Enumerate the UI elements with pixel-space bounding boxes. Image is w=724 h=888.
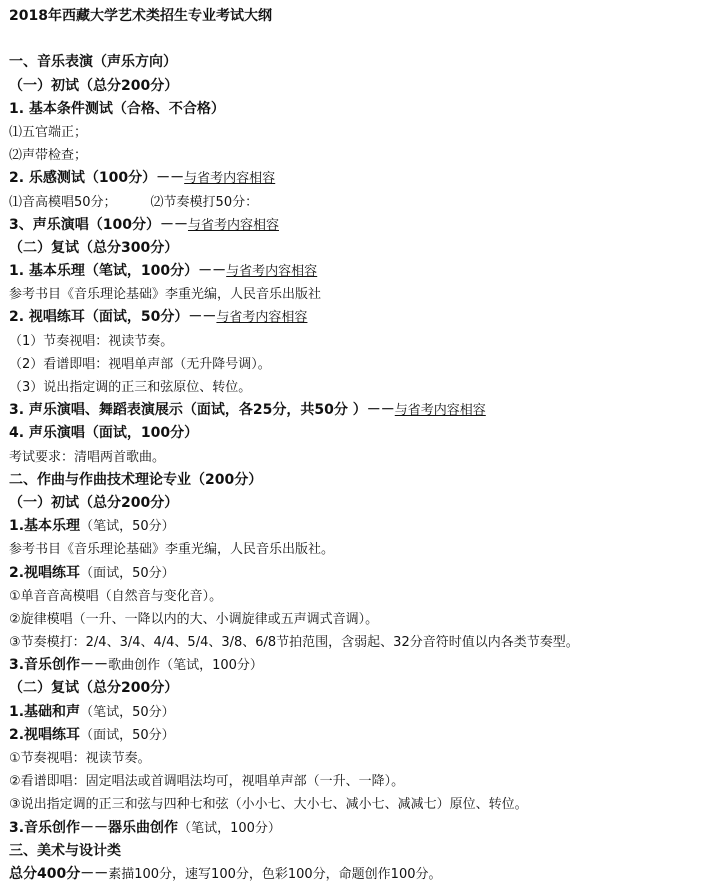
heading-text: （一）初试（总分200分）	[9, 77, 179, 94]
document-line	[9, 863, 724, 886]
document-line	[9, 353, 724, 376]
body-text: （3）说出指定调的正三和弦原位、转位。	[9, 380, 252, 395]
body-text: ⑵声带检查；	[9, 148, 88, 164]
note-underlined: 与省考内容相容	[187, 217, 279, 233]
body-text: （面试，50分）	[80, 727, 175, 743]
document-line	[9, 747, 724, 770]
heading-text: 4. 声乐演唱（面试，100分）	[9, 425, 199, 442]
document-line	[9, 260, 724, 283]
document-line	[9, 306, 724, 329]
document-line	[9, 167, 724, 190]
document-line	[9, 121, 724, 144]
document-line	[9, 330, 724, 353]
body-text: 考试要求：清唱两首歌曲。	[9, 449, 166, 465]
body-text: ①节奏视唱：视读节奏。	[9, 751, 151, 766]
body-text: ⑴音高模唱50分；	[9, 194, 117, 210]
document-line	[9, 237, 724, 260]
body-text: ⑵节奏模打50分：	[150, 194, 259, 210]
document-line	[9, 677, 724, 700]
note-underlined: 与省考内容相容	[394, 403, 486, 419]
heading-text: （二）复试（总分300分）	[9, 239, 179, 256]
document-line	[9, 469, 724, 492]
heading-text: 1. 基本条件测试（合格、不合格）	[9, 100, 225, 117]
note-underlined: 与省考内容相容	[184, 171, 276, 187]
document-line	[9, 51, 724, 74]
document-line	[9, 817, 724, 840]
document-title: 2018年西藏大学艺术类招生专业考试大纲	[9, 8, 272, 24]
heading-text: 3、声乐演唱（100分）－－	[9, 216, 188, 233]
document-line	[9, 515, 724, 538]
heading-text: 2.视唱练耳	[9, 726, 81, 743]
heading-text: 3.音乐创作－－	[9, 657, 109, 674]
document-line	[9, 608, 724, 631]
document-line	[9, 840, 724, 863]
document-line	[9, 724, 724, 747]
heading-text: 3. 声乐演唱、舞蹈表演展示（面试，各25分，共50分 ）－－	[9, 402, 395, 419]
document-line	[9, 376, 724, 399]
heading-text: 三、美术与设计类	[9, 842, 121, 859]
body-text: ①单音音高模唱（自然音与变化音）。	[9, 588, 223, 604]
body-text: ③节奏模打：2/4、3/4、4/4、5/4、3/8、6/8节拍范围，含弱起、32分音符时值以内各类节奏型。	[9, 635, 579, 651]
heading-text: 1.基础和声	[9, 703, 81, 720]
heading-text: 2. 乐感测试（100分）－－	[9, 170, 185, 187]
body-text: （笔试，50分）	[80, 519, 175, 535]
heading-text: 2.视唱练耳	[9, 564, 81, 581]
heading-text: 总分400分－－	[9, 865, 109, 882]
body-text: （笔试，100分）	[178, 820, 281, 836]
heading-text: 1.基本乐理	[9, 518, 81, 535]
body-text: ⑴五官端正；	[9, 124, 88, 140]
body-text: 素描100分，速写100分，色彩100分，命题创作100分。	[108, 866, 442, 882]
document-line	[9, 446, 724, 469]
heading-text: （二）复试（总分200分）	[9, 680, 179, 697]
document-line	[9, 75, 724, 98]
heading-text: 一、音乐表演（声乐方向）	[9, 54, 177, 71]
body-text: 歌曲创作（笔试，100分）	[108, 658, 263, 674]
document-line	[9, 770, 724, 793]
document-line	[9, 562, 724, 585]
document-line	[9, 793, 724, 816]
body-text: 参考书目《音乐理论基础》李重光编，人民音乐出版社。	[9, 542, 335, 558]
body-text: （笔试，50分）	[80, 704, 175, 720]
document-line	[9, 422, 724, 445]
blank-line	[9, 28, 724, 51]
body-text: （面试，50分）	[80, 565, 175, 581]
body-text: ②旋律模唱（一升、一降以内的大、小调旋律或五声调式音调）。	[9, 611, 379, 627]
body-text: ③说出指定调的正三和弦与四种七和弦（小小七、大小七、减小七、减减七）原位、转位。	[9, 797, 528, 813]
heading-text: 2. 视唱练耳（面试，50分）－－	[9, 309, 217, 326]
document-line	[9, 585, 724, 608]
document-line	[9, 631, 724, 654]
heading-text: 二、作曲与作曲技术理论专业（200分）	[9, 471, 263, 488]
heading-text: 1. 基本乐理（笔试，100分）－－	[9, 263, 227, 280]
document-line	[9, 701, 724, 724]
document-line	[9, 144, 724, 167]
document-line	[9, 399, 724, 422]
body-text: 参考书目《音乐理论基础》李重光编，人民音乐出版社	[9, 287, 322, 303]
document-line	[9, 492, 724, 515]
document-line	[9, 283, 724, 306]
note-underlined: 与省考内容相容	[216, 310, 308, 326]
heading-text: （一）初试（总分200分）	[9, 494, 179, 511]
note-underlined: 与省考内容相容	[226, 264, 318, 280]
heading-text: 3.音乐创作－－器乐曲创作	[9, 819, 179, 836]
document-line	[9, 98, 724, 121]
document-line	[9, 654, 724, 677]
document-line	[9, 538, 724, 561]
document-line	[9, 191, 724, 214]
body-text: （1）节奏视唱：视读节奏。	[9, 333, 174, 349]
document-line	[9, 214, 724, 237]
body-text: ②看谱即唱：固定唱法或首调唱法均可，视唱单声部（一升、一降）。	[9, 774, 405, 790]
document-body	[9, 51, 724, 886]
body-text: （2）看谱即唱：视唱单声部（无升降号调）。	[9, 356, 271, 372]
